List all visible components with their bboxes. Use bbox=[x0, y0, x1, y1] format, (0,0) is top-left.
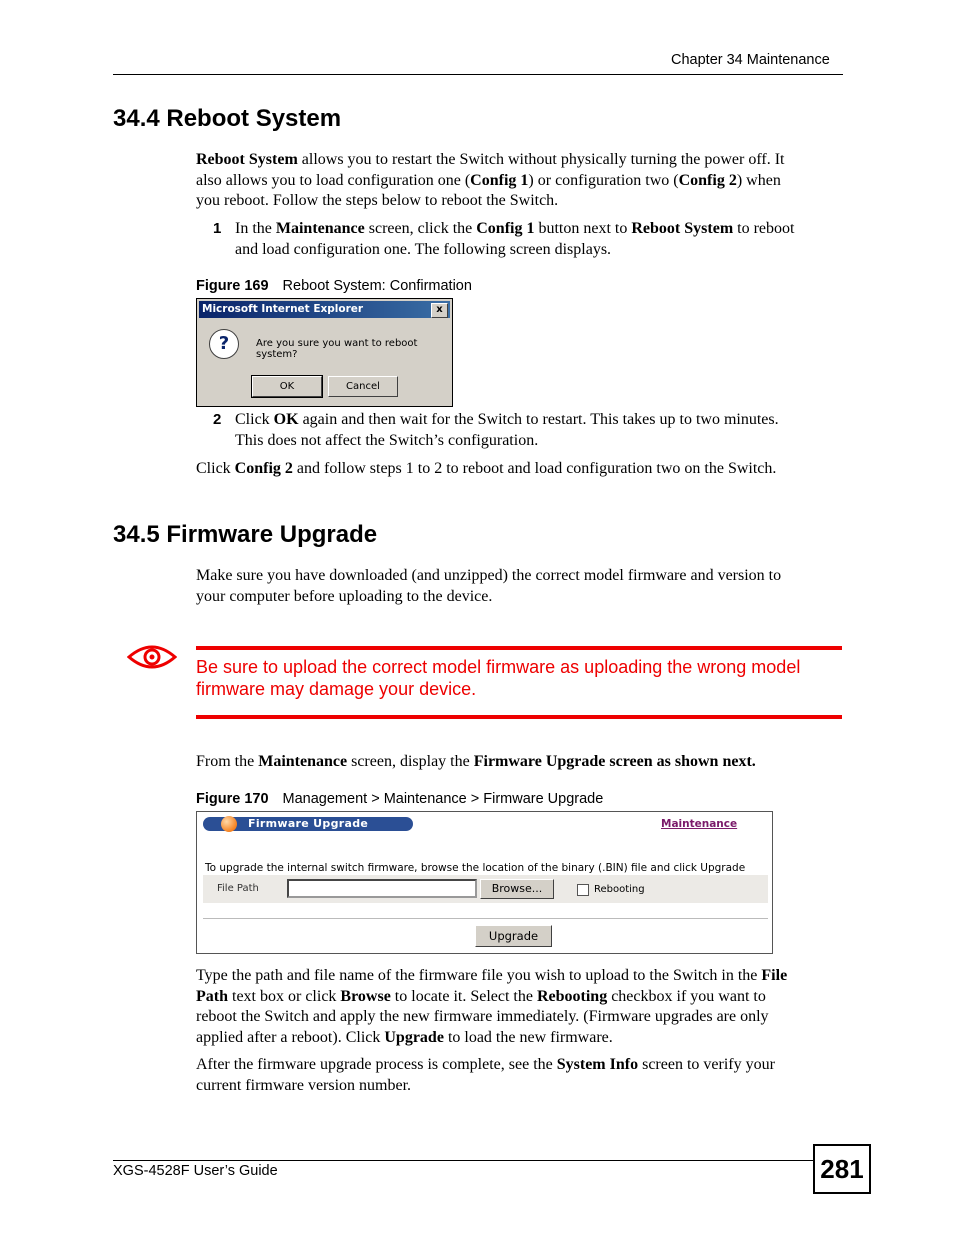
rebooting-label: Rebooting bbox=[594, 884, 645, 895]
rebooting-checkbox[interactable] bbox=[577, 884, 589, 896]
instruction-line: Type the path and file name of the firmware file you wish to upload to the Switch in the File bbox=[196, 967, 788, 984]
section-heading-firmware: 34.5 Firmware Upgrade bbox=[113, 521, 378, 548]
dialog-message: Are you sure you want to reboot system? bbox=[256, 338, 418, 360]
warning-note bbox=[196, 656, 842, 700]
eye-icon bbox=[127, 642, 177, 677]
reboot-intro-line: Reboot System allows you to restart the Switch without physically turning the power off. It bbox=[196, 151, 785, 168]
figure-caption-170 bbox=[196, 791, 603, 807]
step-line: Click OK again and then wait for the Switch to restart. This takes up to two minutes. bbox=[235, 411, 779, 428]
reboot-intro bbox=[196, 150, 846, 212]
guide-title: XGS-4528F User’s Guide bbox=[113, 1163, 278, 1179]
file-path-input[interactable] bbox=[287, 879, 477, 898]
step-line: In the Maintenance screen, click the Config 1 button next to Reboot System to reboot bbox=[235, 220, 795, 237]
chapter-header: Chapter 34 Maintenance bbox=[671, 52, 830, 68]
file-path-label: File Path bbox=[217, 883, 259, 894]
figure-label: Figure 170 bbox=[196, 791, 269, 807]
maintenance-link[interactable]: Maintenance bbox=[661, 818, 738, 830]
step-2-text bbox=[235, 410, 845, 451]
step-number: 1 bbox=[213, 220, 222, 237]
firmware-intro bbox=[196, 566, 846, 607]
instruction-line: reboot the Switch and apply the new firmware immediately. (Firmware upgrades are only bbox=[196, 1008, 769, 1025]
question-icon: ? bbox=[209, 329, 239, 359]
reboot-intro-line: you reboot. Follow the steps below to reboot the Switch. bbox=[196, 192, 559, 209]
note-line: Be sure to upload the correct model firmware as uploading the wrong model bbox=[196, 657, 801, 677]
note-rule-bottom bbox=[196, 715, 842, 719]
close-icon[interactable]: x bbox=[431, 303, 448, 318]
header-rule bbox=[113, 74, 843, 75]
note-line: firmware may damage your device. bbox=[196, 679, 477, 699]
step-line: This does not affect the Switch’s configuration. bbox=[235, 431, 539, 449]
screen-description: To upgrade the internal switch firmware, browse the location of the binary (.BIN) file and click Upgrade bbox=[205, 862, 746, 874]
firmware-instructions bbox=[196, 966, 846, 1048]
dialog-title: Microsoft Internet Explorer bbox=[202, 303, 364, 315]
figure-title: Reboot System: Confirmation bbox=[282, 278, 472, 294]
upgrade-button[interactable]: Upgrade bbox=[475, 925, 552, 947]
firmware-intro-line: Make sure you have downloaded (and unzipped) the correct model firmware and version to bbox=[196, 567, 782, 584]
instruction-line: Path text box or click Browse to locate it. Select the Rebooting checkbox if you want to bbox=[196, 987, 766, 1005]
reboot-intro-line: also allows you to load configuration one (Config 1) or configuration two (Config 2) when bbox=[196, 171, 781, 189]
instruction-line: After the firmware upgrade process is complete, see the System Info screen to verify your bbox=[196, 1056, 775, 1073]
step-number: 2 bbox=[213, 411, 222, 428]
instruction-line: current firmware version number. bbox=[196, 1076, 412, 1094]
firmware-intro-line: your computer before uploading to the device. bbox=[196, 587, 493, 605]
section-heading-reboot: 34.4 Reboot System bbox=[113, 105, 342, 132]
ok-button[interactable]: OK bbox=[252, 376, 322, 397]
page-number: 281 bbox=[813, 1144, 871, 1194]
figure-caption-169 bbox=[196, 278, 472, 294]
config2-text: Click Config 2 and follow steps 1 to 2 to reboot and load configuration two on the Switch. bbox=[196, 460, 777, 477]
figure-label: Figure 169 bbox=[196, 278, 269, 294]
footer-rule bbox=[113, 1160, 813, 1161]
dialog-title-bar bbox=[199, 301, 450, 318]
firmware-upgrade-screen bbox=[196, 811, 773, 954]
divider bbox=[203, 918, 768, 919]
screen-title: Firmware Upgrade bbox=[248, 817, 369, 830]
step-1-text bbox=[235, 219, 845, 260]
system-info-note bbox=[196, 1055, 846, 1096]
orb-icon bbox=[221, 816, 237, 832]
step-line: and load configuration one. The following screen displays. bbox=[235, 240, 612, 258]
from-maintenance-text: From the Maintenance screen, display the Firmware Upgrade screen as shown next. bbox=[196, 753, 756, 770]
note-rule-top bbox=[196, 646, 842, 650]
instruction-line: applied after a reboot). Click Upgrade to load the new firmware. bbox=[196, 1028, 613, 1046]
cancel-button[interactable]: Cancel bbox=[328, 376, 398, 397]
browse-button[interactable]: Browse... bbox=[480, 879, 554, 899]
figure-title: Management > Maintenance > Firmware Upgrade bbox=[282, 791, 604, 807]
confirm-dialog bbox=[196, 298, 453, 407]
